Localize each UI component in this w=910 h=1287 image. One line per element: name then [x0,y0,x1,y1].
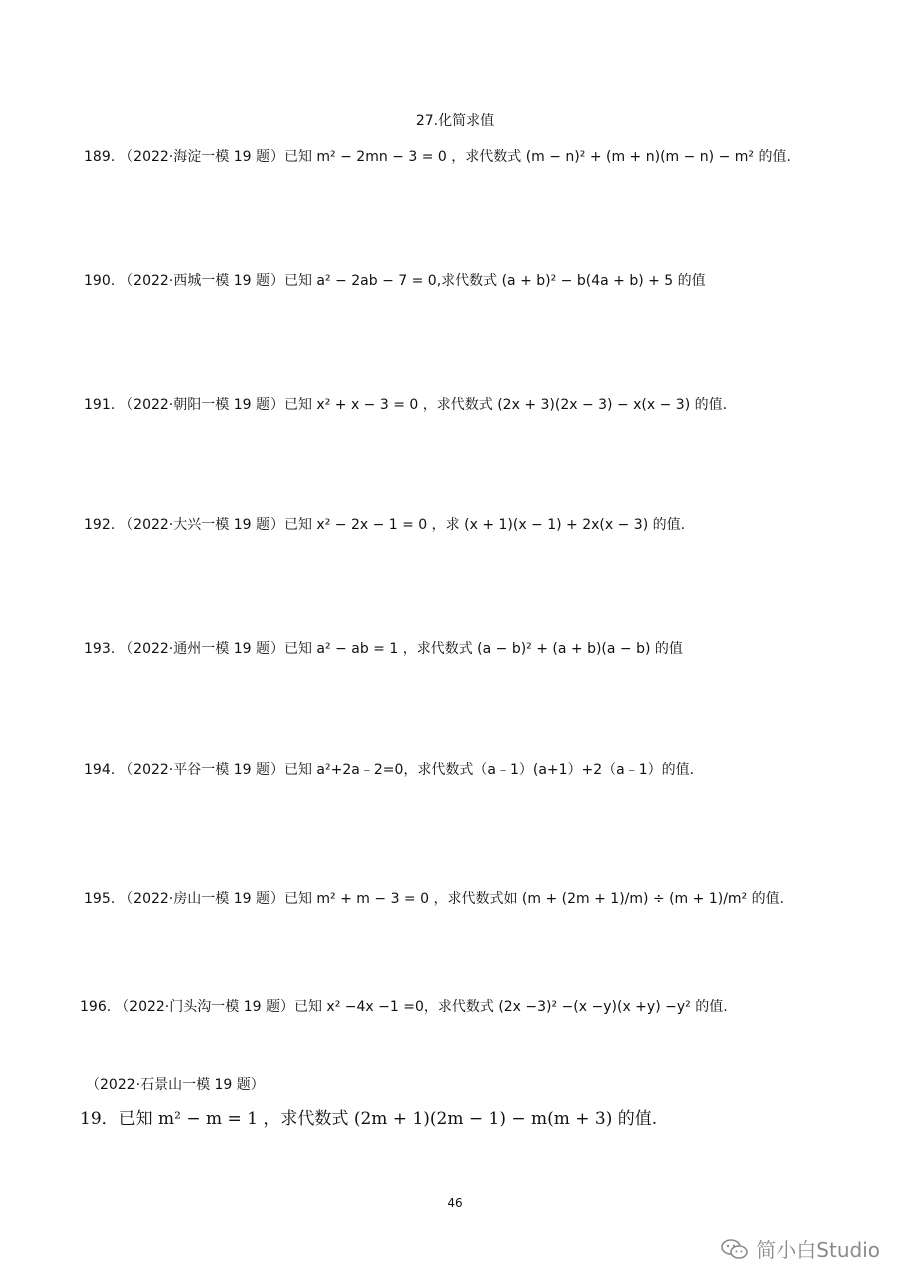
problem-text: 已知 a² − 2ab − 7 = 0,求代数式 (a + b)² − b(4a + b) + 5 的值 [283,273,706,289]
problem-text: 已知 m² + m − 3 = 0 ，求代数式如 (m + (2m + 1)/m) ÷ (m + 1)/m² 的值. [283,891,785,907]
problem-source: （2022·平谷一模 19 题） [119,762,284,778]
problem-194 [84,759,694,779]
page-number: 46 [447,1196,463,1210]
problem-189 [84,146,791,166]
problem-source: （2022·西城一模 19 题） [119,273,284,289]
problem-text: 已知 a²+2a﹣2=0，求代数式（a﹣1）(a+1）+2（a﹣1）的值. [283,762,695,778]
watermark-text: 简小白Studio [756,1238,880,1262]
problem-191 [84,394,727,414]
problem-source: （2022·大兴一模 19 题） [119,517,284,533]
problem-number: 195. [84,891,116,907]
problem-source: （2022·通州一模 19 题） [119,641,284,657]
wechat-icon [720,1237,750,1261]
problem-number: 191. [84,397,116,413]
problem-number: 194. [84,762,116,778]
problem-text: 已知 a² − ab = 1 ，求代数式 (a − b)² + (a + b)(a − b) 的值 [283,641,683,657]
extra-problem-source: （2022·石景山一模 19 题） [86,1077,265,1093]
problem-192 [84,514,685,534]
watermark [720,1234,880,1263]
problem-number: 189. [84,149,116,165]
section-title: 27.化简求值 [415,113,495,129]
problem-text: 已知 x² − 2x − 1 = 0 ，求 (x + 1)(x − 1) + 2x(x − 3) 的值. [283,517,686,533]
problem-193 [84,638,683,658]
problem-text: 已知 m² − 2mn − 3 = 0 ，求代数式 (m − n)² + (m + n)(m − n) − m² 的值. [283,149,791,165]
problem-text: 已知 x² −4x −1 =0，求代数式 (2x −3)² −(x −y)(x +y) −y² 的值. [293,999,728,1015]
problem-source: （2022·海淀一模 19 题） [119,149,284,165]
problem-text: 已知 x² + x − 3 = 0 ，求代数式 (2x + 3)(2x − 3) − x(x − 3) 的值. [283,397,728,413]
problem-number: 190. [84,273,116,289]
problem-source: （2022·房山一模 19 题） [119,891,284,907]
problem-number: 192. [84,517,116,533]
problem-source: （2022·门头沟一模 19 题） [115,999,294,1015]
problem-number: 193. [84,641,116,657]
extra-problem-question: 19．已知 m² − m = 1 ，求代数式 (2m + 1)(2m − 1) − m(m + 3) 的值. [80,1109,658,1129]
problem-source: （2022·朝阳一模 19 题） [119,397,284,413]
problem-196 [80,996,728,1016]
problem-195 [84,888,784,908]
problem-number: 196. [80,999,112,1015]
problem-190 [84,270,706,290]
